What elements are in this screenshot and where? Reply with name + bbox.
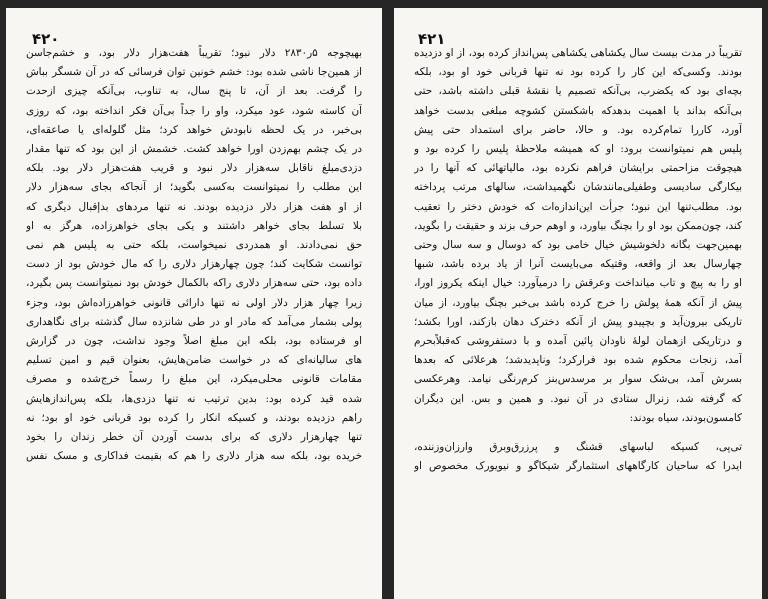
book-spine-gap (382, 0, 394, 599)
paragraph-gap (414, 428, 742, 438)
text-line: که گرفته شد، زنرال ستادی در آن نبود. و همین و بس. این دیگران (414, 392, 742, 405)
text-line: ایدرا که ساحیان کارگاههای استثمارگر شیکاگو و نیویورک مخصوص او (414, 460, 742, 473)
text-line: تی‌پی، کسیکه لباسهای قشنگ و پرزرق‌وبرق وارزان‌وزننده، (414, 441, 742, 454)
text-line: حق نمی‌دادند. او همدردی نمیخواست، بلکه حتی به پلیس هم نمی‌ (26, 239, 362, 252)
left-book-page (6, 8, 382, 599)
text-line: کامسون‌بودند، سیاه بودند: (629, 411, 742, 424)
text-line: شده قید کرده بود: بدین ترتیب نه تنها دزدی‌ها، بلکه پس‌اندازهایش (26, 392, 362, 405)
text-line: چهارسال بعد از واقعه، وقتیکه می‌بایست آنرا از یاد برده باشد، شبها (414, 258, 742, 271)
text-line: بهمین‌جهت بگانه دلخوشیش خیال خامی بود که دوسال و سه سال وحتی (414, 239, 742, 252)
text-line: بلا تسلط بجای خواهر داشتند و یکی بجای خواهرزاده، هرگز به او (26, 219, 362, 232)
text-line: او را به پیچ و تاب میانداخت وعرقش را درمیآورد: خیال اینکه یکروز اورا، (414, 277, 742, 290)
text-line: بسرش آمد، بی‌شک سوار بر مرسدس‌بنز کرم‌رنگی نیامد. وهرعکسی (414, 373, 742, 386)
text-line: بهیچوجه ۵ر۲۸۳۰ دلار نبود؛ تقریباً هفت‌هزار دلار بود، و خشم‌جاسن (26, 47, 362, 59)
page-number: ۴۲۰ (32, 30, 60, 48)
text-line: آورد، کاررا تمام‌کرده بود. و حالا، حاضر برای استمداد حتی پیش (414, 123, 742, 136)
text-line: پولی بشمار می‌آمد که مادر او در طی شانزده سال گذشته برای نگاهداری (26, 315, 362, 328)
text-line: بود. مطلب‌تنها این نبود؛ جرأت این‌اندازه‌ات که خودش دختر را تعقیب (414, 200, 742, 213)
text-line: هیچوقت مزاحمتی برایشان فراهم نکرده بود، مالیاتهائی که آنها را در (414, 162, 742, 175)
text-line: مقامات قانونی محلی‌میکرد، این مبلغ را رسماً خرج‌شده و مصرف (26, 373, 362, 386)
text-line: از او هفت هزار دلار دزدیده بودند. نه تنها مردهای بدإقبال دیگری که (26, 200, 362, 213)
text-line: تاریکی بیرون‌آید و بچپیدو پیش از آنکه دخترک دهان بازکند، اورا بکشد؛ (414, 315, 742, 328)
text-line: بچه‌ای بود که یکضرب، بی‌آنکه تصمیم یا نقشهٔ قبلی داشته باشد، حتی (414, 85, 742, 98)
text-line: بی‌آنکه بداند یا اهمیت بدهدکه باشکستن کشوچه مبلغی بدست خواهد (414, 104, 742, 117)
text-line: آمد، زنجات محکوم شده بود فرارکرد؛ وناپدیدشد؛ هرعلائی که بعدها (414, 354, 742, 367)
text-line: در یک چشم بهم‌زدن اورا خواهد کشت. خشمش از این بود که تنها مقدار (26, 143, 362, 156)
text-line: تقریباً در مدت بیست سال یکشاهی یکشاهی پس‌انداز کرده بود، از او دزدیده (414, 47, 742, 59)
text-line: بی‌خبر، در یک لحظه نابودش خواهد کرد؛ مثل گلوله‌ای یا صاعقه‌ای، (26, 123, 362, 136)
right-book-page (394, 8, 762, 599)
text-line: این مطلب را نمیتوانست به‌کسی بگوید؛ از آنجاکه بجای سه‌هزار دلار (26, 181, 362, 194)
page-body-text (414, 44, 742, 476)
text-line: بیکارگی سادیسی وطفیلی‌مانندشان نگهمیداشت، سالهای مرتب پرداخته (414, 181, 742, 194)
text-line: او فرستاده بود، بلکه این مبلغ اصلاً وجود نداشت، چون در گزارش (26, 335, 362, 348)
text-line: زیرا چهار هزار دلار اولی نه تنها دارائی قانونی خواهرزاده‌اش بود، وجزء (26, 296, 362, 309)
text-line: بودند. وکسی‌که این کار را کرده بود نه تنها قربانی خود او بود، بلکه (414, 66, 742, 79)
text-line: راهم دزدیده بودند، و کسیکه انکار را کرده بود قربانی خود او بود؛ نه (26, 411, 362, 424)
text-line: را گرفت. بعد از آن، تا پنج سال، به تناوب، بی‌آنکه چیزی ازحدت (26, 85, 362, 98)
text-line: توانست شکایت کند؛ چون چهارهزار دلاری را که مال خودش بود از دست (26, 258, 362, 271)
text-line: داده بود، حتی سه‌هزار دلاری راکه بالکمال خودش بود نمیتوانست پس بگیرد، (26, 277, 362, 290)
text-line: پلیس هم نمیتوانست برود: او که همیشه ملاحظهٔ پلیس را کرده بود و (414, 143, 742, 156)
text-line: دزدی‌مبلغ ناقابل سه‌هزار دلار نبود و قریب هفت‌هزار دلار بود. بلکه (26, 162, 362, 175)
page-number: ۴۲۱ (418, 30, 446, 48)
text-line: پیش از آنکه همهٔ پولش را خرج کرده باشد بی‌خبر بچنگ بیاورد، از میان (414, 296, 742, 309)
text-line: از همین‌جا ناشی شده بود: خشم خونین توان فرسائی که در آن شسگر بباش (26, 66, 362, 79)
page-body-text (26, 44, 362, 466)
text-line: تنها چهارهزار دلاری که برای بدست آوردن آن خطر زندان را بخود (26, 431, 362, 444)
text-line: آن کاسته شود، عود میکرد، واو را جداً بی‌آن فکر انداخته بود، که روزی (26, 104, 362, 117)
text-line: کند، چون‌ممکن بود او را بچنگ بیاورد، و اوهم حرف بزند و حقیقت را بگوید، (414, 219, 742, 232)
text-line: خریده بود، بلکه سه هزار دلاری را هم که بقیمت فداکاری و مسک نفس (26, 450, 362, 463)
text-line: های سالیانه‌ای که در خواست ضامن‌هایش، بعنوان قیم و امین تسلیم (26, 354, 362, 367)
text-line: و درتاریکی ازهمان لولهٔ ناودان پائین آمده و با دستفروشی که‌قبلاًبحرم (414, 335, 742, 348)
